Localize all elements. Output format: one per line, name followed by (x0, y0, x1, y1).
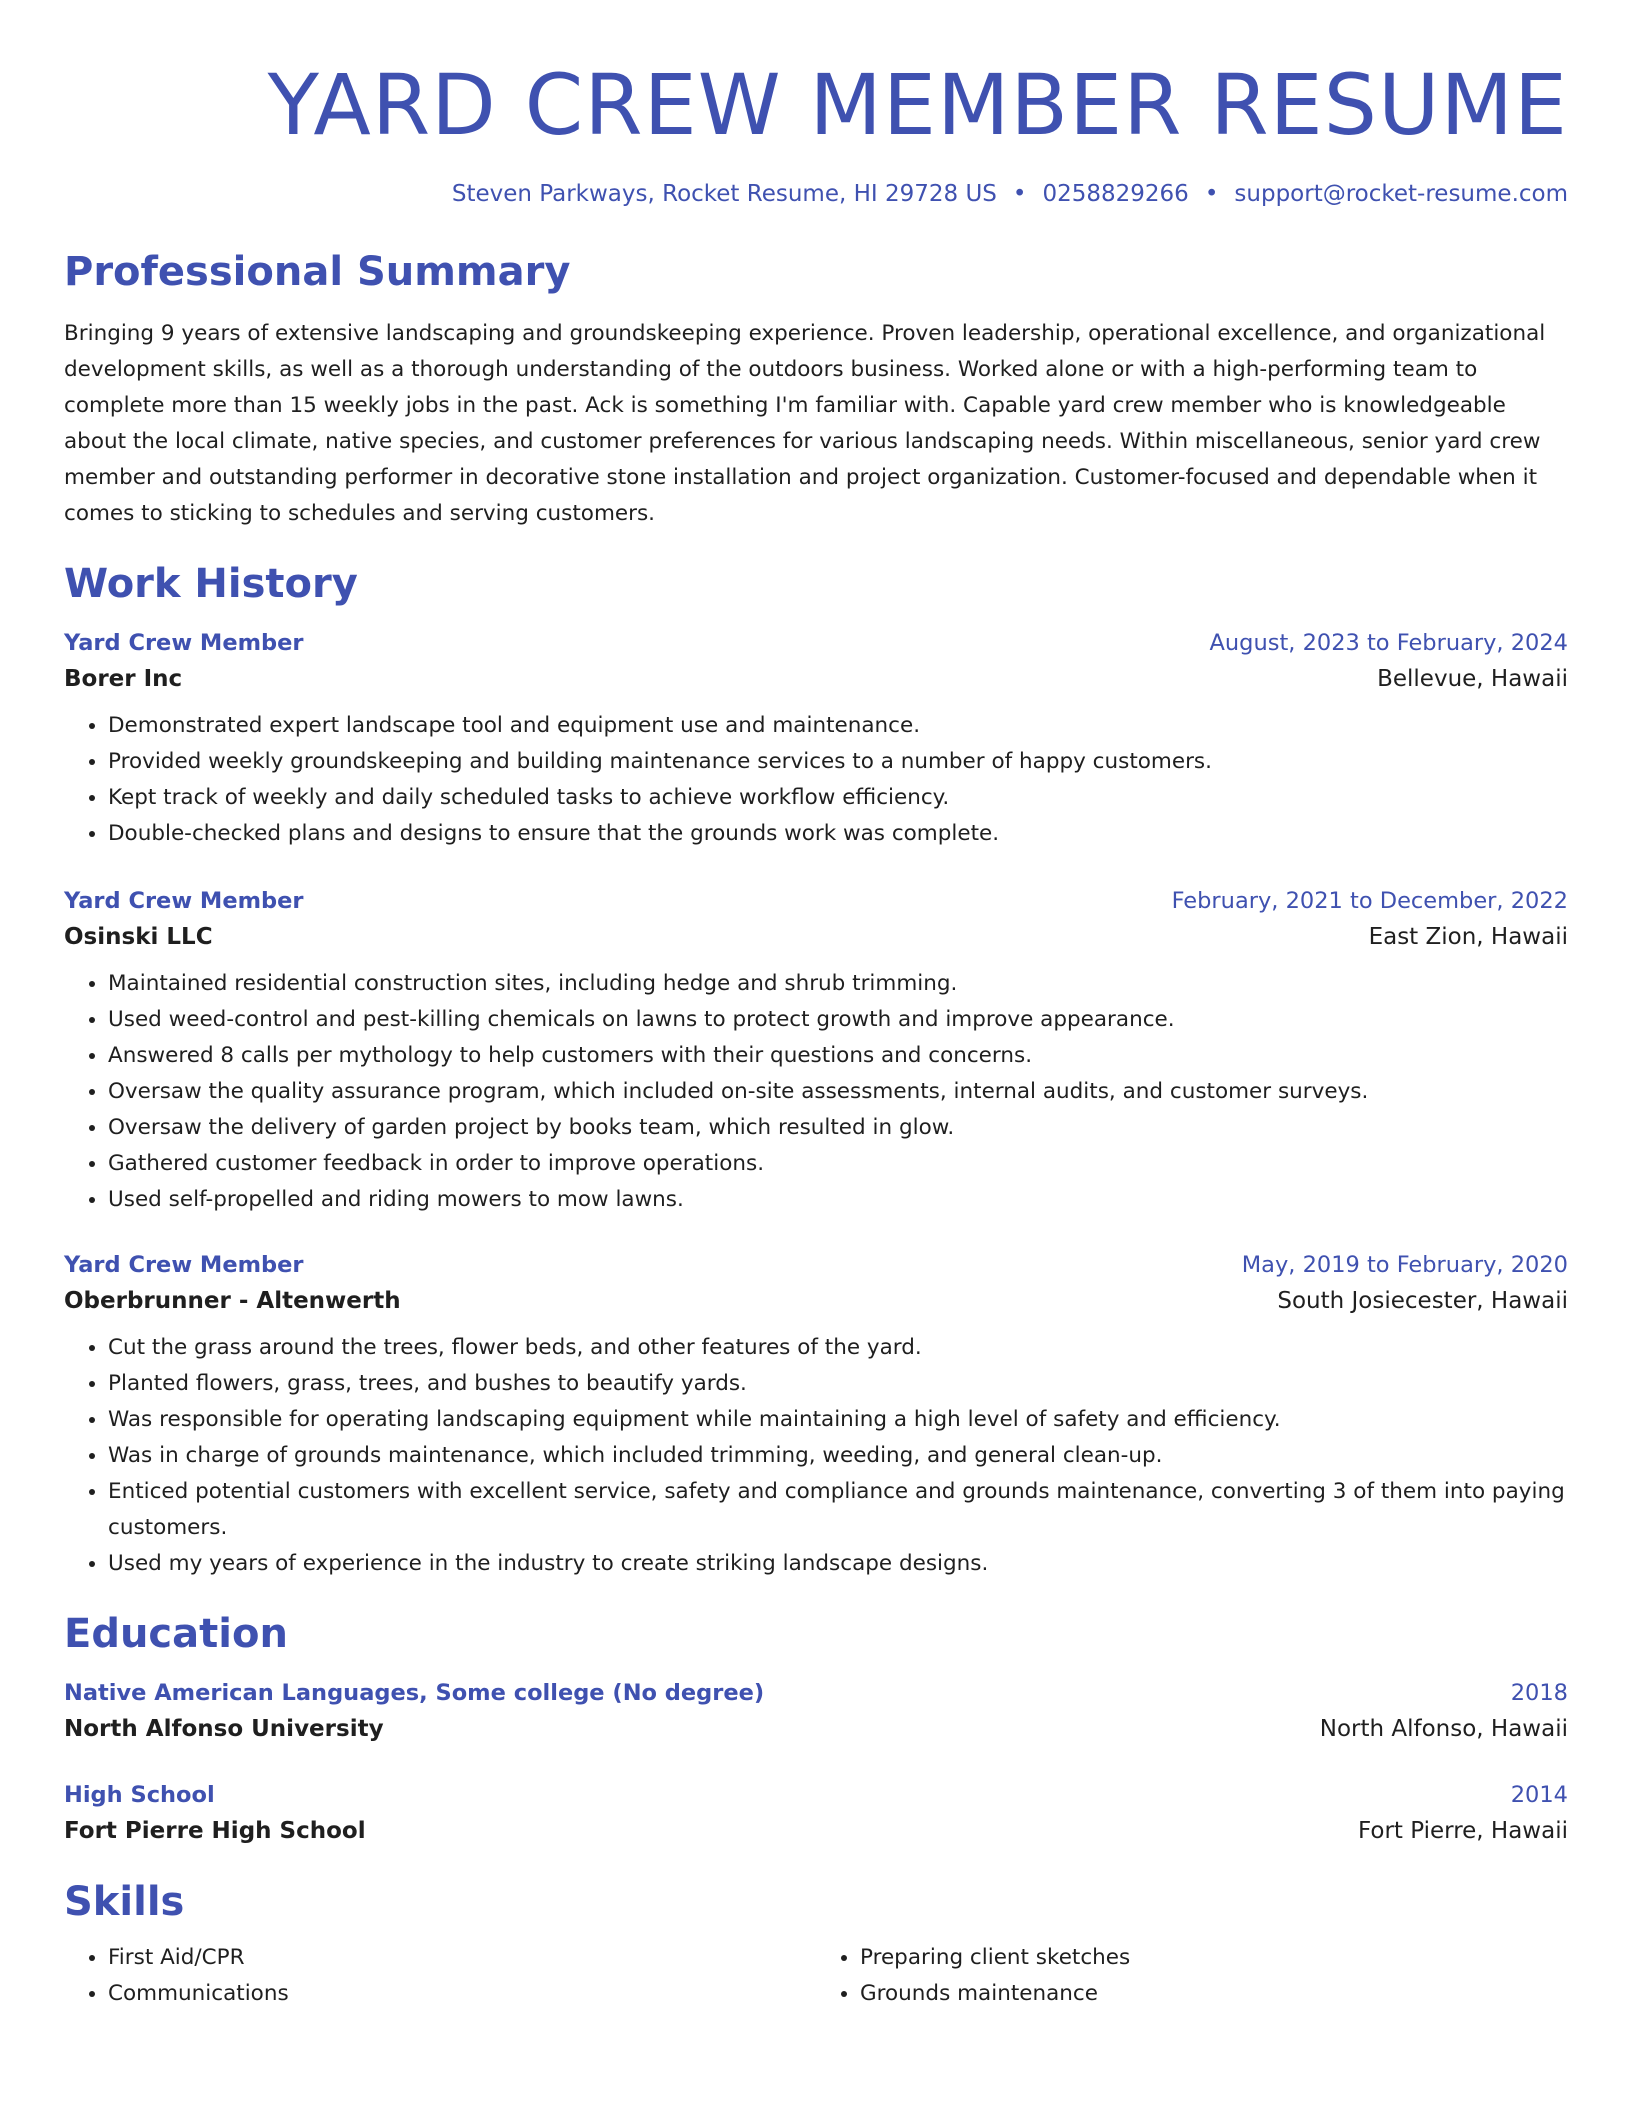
contact-phone: 0258829266 (1042, 181, 1189, 207)
job-bullet: • Gathered customer feedback in order to improve operations. (108, 1146, 1568, 1182)
job-company: Borer Inc (64, 666, 183, 692)
skill-item: • Grounds maintenance (860, 1976, 1568, 2012)
education-section (64, 1608, 1568, 1850)
job-bullet: • Planted flowers, grass, trees, and bushes to beautify yards. (108, 1366, 1568, 1402)
education-subheader (64, 1812, 1568, 1850)
job-subheader (64, 660, 1568, 698)
job-subheader (64, 918, 1568, 956)
work-history-heading: Work History (64, 561, 358, 607)
contact-separator: • (1012, 181, 1027, 207)
job-bullets (64, 1330, 1568, 1582)
job-bullet: • Answered 8 calls per mythology to help customers with their questions and concerns. (108, 1038, 1568, 1074)
work-history-section (64, 558, 1568, 1582)
job-bullet: • Used my years of experience in the industry to create striking landscape designs. (108, 1546, 1568, 1582)
job-role: Yard Crew Member (64, 630, 304, 656)
skills-heading: Skills (64, 1879, 185, 1925)
skills-list-left (64, 1940, 816, 2012)
education-degree: High School (64, 1782, 215, 1808)
education-entry (64, 1778, 1568, 1850)
summary-section (64, 246, 1568, 532)
skill-item: • First Aid/CPR (108, 1940, 816, 1976)
skill-item: • Communications (108, 1976, 816, 2012)
education-header (64, 1676, 1568, 1710)
job-header (64, 626, 1568, 660)
education-year: 2014 (1510, 1782, 1568, 1808)
job-entry (64, 626, 1568, 852)
job-company: Oberbrunner - Altenwerth (64, 1288, 401, 1314)
job-bullet: • Double-checked plans and designs to ensure that the grounds work was complete. (108, 816, 1568, 852)
job-header (64, 884, 1568, 918)
job-bullet: • Provided weekly groundskeeping and building maintenance services to a number of happy customers. (108, 744, 1568, 780)
job-bullet: • Kept track of weekly and daily scheduled tasks to achieve workflow efficiency. (108, 780, 1568, 816)
resume-title: YARD CREW MEMBER RESUME (267, 56, 1568, 154)
job-bullet: • Maintained residential construction sites, including hedge and shrub trimming. (108, 966, 1568, 1002)
job-bullet: • Used self-propelled and riding mowers to mow lawns. (108, 1182, 1568, 1218)
contact-address: Steven Parkways, Rocket Resume, HI 29728 US (451, 181, 997, 207)
job-bullets (64, 708, 1568, 852)
job-bullet: • Oversaw the delivery of garden project by books team, which resulted in glow. (108, 1110, 1568, 1146)
skills-list-right (816, 1940, 1568, 2012)
job-entry (64, 1248, 1568, 1582)
job-entry (64, 884, 1568, 1218)
job-subheader (64, 1282, 1568, 1320)
job-dates: August, 2023 to February, 2024 (1209, 630, 1568, 656)
skills-grid (64, 1940, 1568, 2012)
education-subheader (64, 1710, 1568, 1748)
contact-line (64, 178, 1568, 210)
job-bullet: • Was responsible for operating landscaping equipment while maintaining a high level of safety and efficiency. (108, 1402, 1568, 1438)
education-school: North Alfonso University (64, 1716, 384, 1742)
job-bullets (64, 966, 1568, 1218)
education-degree: Native American Languages, Some college (No degree) (64, 1680, 765, 1706)
job-location: Bellevue, Hawaii (1377, 666, 1568, 692)
skill-item: • Preparing client sketches (860, 1940, 1568, 1976)
education-header (64, 1778, 1568, 1812)
job-bullet: • Oversaw the quality assurance program, which included on-site assessments, internal audits, and customer surveys. (108, 1074, 1568, 1110)
education-heading: Education (64, 1611, 288, 1657)
education-location: North Alfonso, Hawaii (1319, 1716, 1568, 1742)
job-location: South Josiecester, Hawaii (1277, 1288, 1568, 1314)
education-entry (64, 1676, 1568, 1748)
education-year: 2018 (1510, 1680, 1568, 1706)
job-role: Yard Crew Member (64, 1252, 304, 1278)
job-bullet: • Demonstrated expert landscape tool and equipment use and maintenance. (108, 708, 1568, 744)
summary-text: Bringing 9 years of extensive landscaping and groundskeeping experience. Proven leadership, operational excellence, and organizational development skills, as well as a thorough understanding of the outdoors business. Worked alone or with a high-performing team to complete more than 15 weekly jobs in the past. Ack is something I'm familiar with. Capable yard crew member who is knowledgeable about the local climate, native species, and customer preferences for various landscaping needs. Within miscellaneous, senior yard crew member and outstanding performer in decorative stone installation and project organization. Customer-focused and dependable when it comes to sticking to schedules and serving customers. (64, 321, 1546, 526)
contact-email[interactable]: support@rocket-resume.com (1234, 181, 1568, 207)
job-role: Yard Crew Member (64, 888, 304, 914)
contact-separator: • (1204, 181, 1219, 207)
job-bullet: • Was in charge of grounds maintenance, which included trimming, weeding, and general clean-up. (108, 1438, 1568, 1474)
job-location: East Zion, Hawaii (1368, 924, 1568, 950)
skills-section (64, 1876, 1568, 2012)
job-dates: May, 2019 to February, 2020 (1241, 1252, 1568, 1278)
summary-heading: Professional Summary (64, 249, 571, 295)
job-dates: February, 2021 to December, 2022 (1171, 888, 1568, 914)
job-company: Osinski LLC (64, 924, 213, 950)
job-bullet: • Enticed potential customers with excellent service, safety and compliance and grounds maintenance, converting 3 of them into paying customers. (108, 1474, 1568, 1546)
education-school: Fort Pierre High School (64, 1818, 366, 1844)
job-bullet: • Used weed-control and pest-killing chemicals on lawns to protect growth and improve appearance. (108, 1002, 1568, 1038)
job-header (64, 1248, 1568, 1282)
job-bullet: • Cut the grass around the trees, flower beds, and other features of the yard. (108, 1330, 1568, 1366)
education-location: Fort Pierre, Hawaii (1357, 1818, 1568, 1844)
